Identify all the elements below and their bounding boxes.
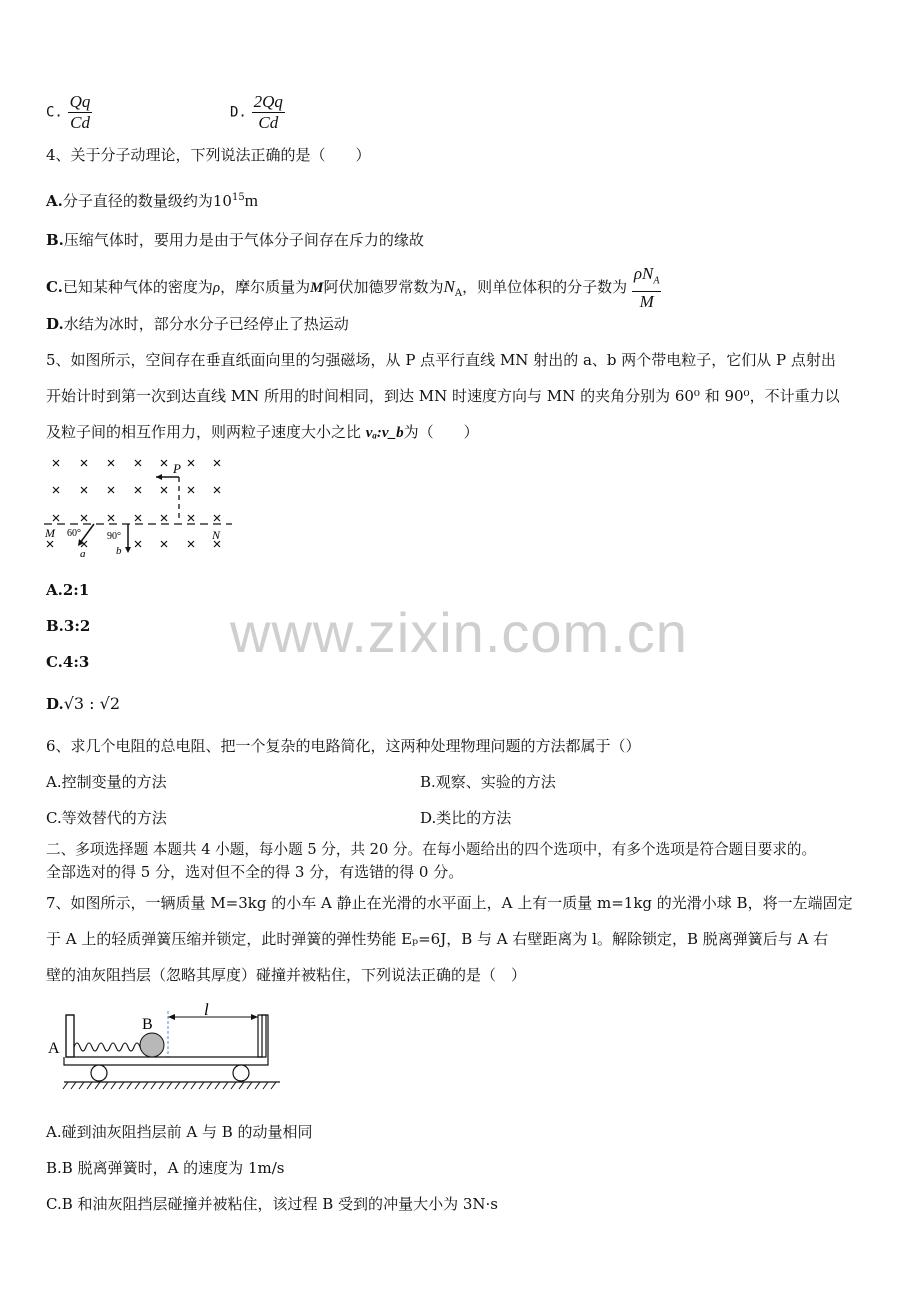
q5-option-d-text: √3 : √2 <box>63 694 121 713</box>
label-l: l <box>204 1000 209 1019</box>
wheel-left <box>91 1065 107 1081</box>
q6-option-c: C.等效替代的方法 <box>46 809 167 827</box>
rho-symbol: ρ <box>212 280 221 297</box>
q4-option-b <box>46 230 424 250</box>
q5-option-c: C.4:3 <box>46 653 90 671</box>
fraction-numerator-text: ρN <box>633 264 654 283</box>
q7-option-c: C.B 和油灰阻挡层碰撞并被粘住，该过程 B 受到的冲量大小为 3N·s <box>46 1195 498 1213</box>
q5-stem-line3 <box>46 422 479 443</box>
fraction-numerator: Qq <box>69 92 91 111</box>
q7-stem-line1: 7、如图所示，一辆质量 M=3kg 的小车 A 静止在光滑的水平面上，A 上有一质量 m=1kg 的光滑小球 B，将一左端固定 <box>46 894 853 912</box>
q7-stem-line2: 于 A 上的轻质弹簧压缩并锁定，此时弹簧的弹性势能 Eₚ=6J，B 与 A 右壁距离为 l。解除锁定，B 脱离弹簧后与 A 右 <box>46 930 829 948</box>
label-angle-60: 60° <box>67 528 81 539</box>
q4-option-d <box>46 314 349 334</box>
watermark: www.zixin.com.cn <box>230 601 688 664</box>
q4-option-a <box>46 188 258 211</box>
q7-option-b: B.B 脱离弹簧时，A 的速度为 1m/s <box>46 1159 285 1177</box>
label-p: P <box>173 461 181 476</box>
label-b: b <box>116 545 122 557</box>
avogadro-symbol: N <box>443 277 455 297</box>
ball-b <box>140 1033 164 1057</box>
q3-option-d-label: D. <box>230 104 247 121</box>
unit: m <box>244 191 258 210</box>
section2-header-line2: 全部选对的得 5 分，选对但不全的得 3 分，有选错的得 0 分。 <box>46 863 464 881</box>
arrowhead-left <box>168 1014 175 1020</box>
label-a: a <box>80 548 86 560</box>
label-n: N <box>212 528 221 542</box>
label-m: M <box>45 526 55 540</box>
q3-option-c-fraction <box>68 92 93 133</box>
q5-option-d <box>46 694 120 714</box>
q5-option-b: B.3:2 <box>46 617 91 635</box>
q3-option-d-fraction <box>252 92 285 133</box>
label-angle-90: 90° <box>107 531 121 542</box>
option-prefix: B. <box>46 231 64 249</box>
q5-stem-line1: 5、如图所示，空间存在垂直纸面向里的匀强磁场，从 P 点平行直线 MN 射出的 a、b 两个带电粒子，它们从 P 点射出 <box>46 351 836 369</box>
q5-stem-text: 为（ ） <box>403 423 479 441</box>
q6-option-d: D.类比的方法 <box>420 809 512 827</box>
q6-option-a: A.控制变量的方法 <box>46 773 167 791</box>
molar-mass-symbol: M <box>310 280 324 297</box>
subscript: A <box>653 275 660 287</box>
ground-hatching <box>63 1082 276 1089</box>
q4-option-c <box>46 264 661 312</box>
q4-option-b-text: 压缩气体时，要用力是由于气体分子间存在斥力的缘故 <box>63 231 424 249</box>
q4-option-a-text: 分子直径的数量级约为10 <box>62 192 232 210</box>
q5-stem-line2: 开始计时到第一次到达直线 MN 所用的时间相同，到达 MN 时速度方向与 MN 的夹角分别为 60⁰ 和 90⁰，不计重力以 <box>46 387 840 405</box>
fraction-denominator: M <box>639 292 654 312</box>
q4-c-fraction <box>632 264 662 312</box>
q3-option-c-label: C. <box>46 104 63 121</box>
q7-option-a: A.碰到油灰阻挡层前 A 与 B 的动量相同 <box>46 1123 313 1141</box>
velocity-ratio: vₐ:v_b <box>365 425 404 441</box>
section2-header-line1: 二、多项选择题 本题共 4 小题，每小题 5 分，共 20 分。在每小题给出的四个选项中，有多个选项是符合题目要求的。 <box>46 841 817 858</box>
option-prefix: D. <box>46 695 64 713</box>
option-prefix: C. <box>46 278 63 297</box>
q5-stem-text: 及粒子间的相互作用力，则两粒子速度大小之比 <box>46 423 366 441</box>
label-b: B <box>142 1016 153 1033</box>
q6-option-b: B.观察、实验的方法 <box>420 773 556 791</box>
cart-body <box>64 1015 268 1065</box>
arrowhead-down-b <box>125 547 131 553</box>
cart-left-wall <box>66 1015 74 1057</box>
fraction-denominator: Cd <box>70 113 90 132</box>
wheel-right <box>233 1065 249 1081</box>
fraction-denominator: Cd <box>258 113 279 132</box>
q4-c-text: ，则单位体积的分子数为 <box>462 278 628 297</box>
q4-c-text: 已知某种气体的密度为 <box>62 278 213 297</box>
fraction-numerator: 2Qq <box>253 92 283 111</box>
q5-option-a: A.2:1 <box>46 581 90 599</box>
q6-stem: 6、求几个电阻的总电阻、把一个复杂的电路简化，这两种处理物理问题的方法都属于（） <box>46 737 641 755</box>
arrowhead-left <box>156 474 162 480</box>
subscript: A <box>454 288 463 300</box>
exponent: 15 <box>231 192 245 203</box>
q4-c-text: 阿伏加德罗常数为 <box>323 278 444 297</box>
magnetic-field-figure <box>42 455 242 563</box>
spring <box>74 1043 146 1051</box>
cart-spring-figure <box>44 995 284 1095</box>
trajectory-a-arrow <box>80 524 94 543</box>
q3-option-c <box>46 92 92 133</box>
fraction-numerator <box>632 264 662 292</box>
option-prefix: D. <box>46 315 64 333</box>
q4-c-text: ，摩尔质量为 <box>220 278 311 297</box>
label-a: A <box>48 1040 60 1057</box>
q7-stem-line3: 壁的油灰阻挡层（忽略其厚度）碰撞并被粘住，下列说法正确的是（ ） <box>46 966 527 984</box>
option-prefix: A. <box>46 192 63 210</box>
q4-option-d-text: 水结为冰时，部分水分子已经停止了热运动 <box>63 315 349 333</box>
arrowhead-right <box>251 1014 258 1020</box>
q4-stem: 4、关于分子动理论，下列说法正确的是（ ） <box>46 146 371 164</box>
q3-option-d <box>230 92 285 133</box>
